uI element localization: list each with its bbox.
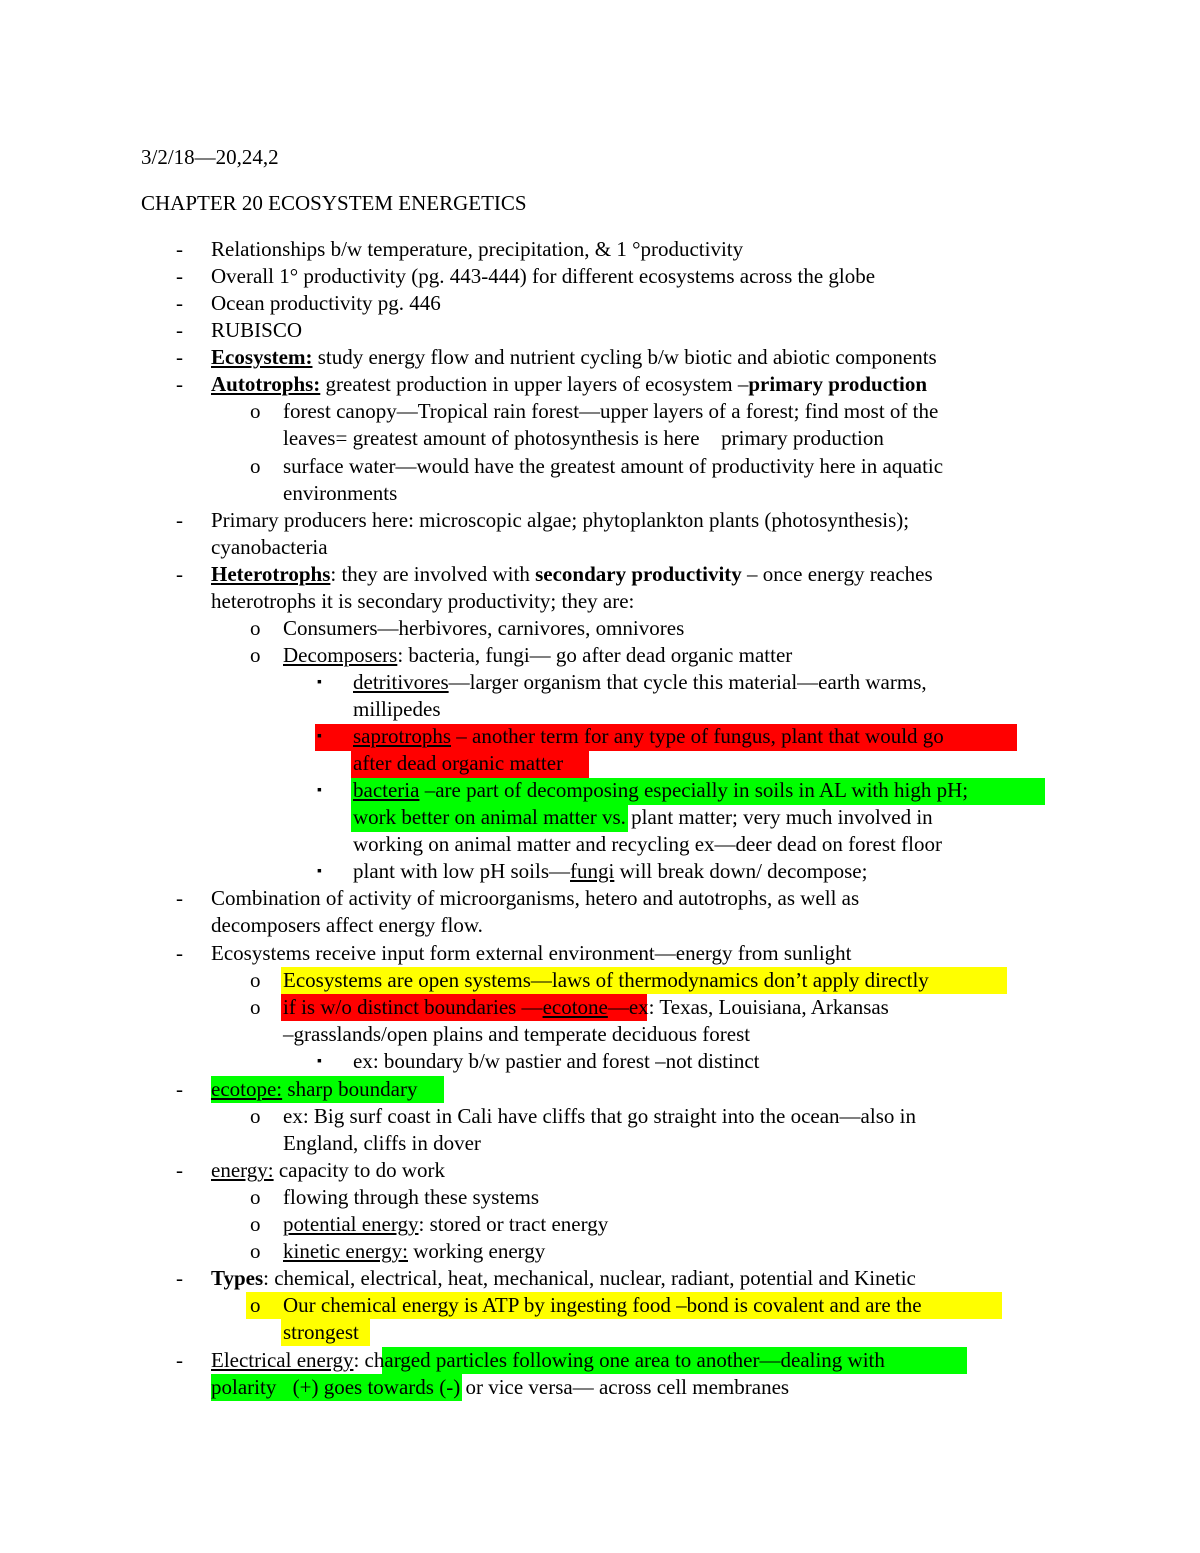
square-bullet: ▪	[317, 675, 322, 690]
note-decomposers	[283, 642, 792, 669]
note-electrical	[211, 1347, 885, 1374]
definition-text: greatest production in upper layers of ecosystem –	[320, 372, 749, 396]
note-line: Ecosystems are open systems—laws of thermodynamics don’t apply directly	[283, 968, 929, 992]
note-heterotrophs	[211, 561, 933, 588]
dash-bullet: -	[176, 237, 183, 261]
dash-bullet: -	[176, 1077, 183, 1101]
definition-text: : bacteria, fungi— go after dead organic matter	[397, 643, 793, 667]
term-decomposers: Decomposers	[283, 643, 398, 667]
definition-text: (-) or vice versa— across cell membranes	[422, 1375, 778, 1399]
square-bullet: ▪	[317, 729, 322, 744]
circle-bullet: o	[250, 616, 261, 640]
note-ecotone	[283, 994, 889, 1021]
note-line: Relationships b/w temperature, precipitation, & 1 °productivity	[211, 237, 744, 261]
note-line: flowing through these systems	[283, 1185, 540, 1209]
note-bacteria-line2	[353, 804, 933, 831]
dash-bullet: -	[176, 291, 183, 315]
circle-bullet: o	[250, 1239, 261, 1263]
circle-bullet: o	[250, 399, 261, 423]
note-saprotrophs	[353, 723, 944, 750]
circle-bullet: o	[250, 643, 261, 667]
square-bullet: ▪	[317, 1054, 322, 1069]
dash-bullet: -	[176, 886, 183, 910]
definition-text: :	[353, 1348, 365, 1372]
definition-text: capacity to do work	[273, 1158, 446, 1182]
note-ecosystem	[211, 344, 937, 371]
note-autotrophs	[211, 371, 927, 398]
note-line: ex: boundary b/w pastier and forest –not distinct	[353, 1049, 760, 1073]
definition-text: plant with low pH soils—	[353, 859, 571, 883]
dash-bullet: -	[176, 345, 183, 369]
term-bacteria: bacteria	[353, 778, 420, 802]
highlighted-text: work better on animal matter	[353, 805, 597, 829]
note-line: Combination of activity of microorganisms, hetero and autotrophs, as well as	[211, 886, 860, 910]
dash-bullet: -	[176, 372, 183, 396]
term-heterotrophs: Heterotrophs	[211, 562, 331, 586]
note-line: heterotrophs it is secondary productivity; they are:	[211, 589, 635, 613]
note-ecotope	[211, 1076, 417, 1103]
bold-phrase: secondary productivity	[535, 562, 742, 586]
note-electrical-line2	[211, 1374, 789, 1401]
note-energy	[211, 1157, 445, 1184]
chapter-title: CHAPTER 20 ECOSYSTEM ENERGETICS	[141, 191, 527, 215]
dash-bullet: -	[176, 562, 183, 586]
term-kinetic-energy: kinetic energy:	[283, 1239, 408, 1263]
definition-text: vs. plant matter; very much involved in	[596, 805, 933, 829]
note-line: England, cliffs in dover	[283, 1131, 481, 1155]
term-potential-energy: potential energy	[283, 1212, 419, 1236]
term-ecotope: ecotope:	[211, 1077, 283, 1101]
circle-bullet: o	[250, 1212, 261, 1236]
dash-bullet: -	[176, 1348, 183, 1372]
note-line: after dead organic matter	[353, 751, 564, 775]
term-fungi: fungi	[570, 859, 615, 883]
square-bullet: ▪	[317, 783, 322, 798]
date-line: 3/2/18—20,24,2	[141, 145, 279, 169]
definition-text: will break down/ decompose;	[614, 859, 868, 883]
circle-bullet: o	[250, 968, 261, 992]
highlighted-text: polarity (+) goes towards	[211, 1375, 423, 1399]
note-line: –grasslands/open plains and temperate deciduous forest	[283, 1022, 751, 1046]
term-saprotrophs: saprotrophs	[353, 724, 451, 748]
circle-bullet: o	[250, 995, 261, 1019]
note-line: Ocean productivity pg. 446	[211, 291, 441, 315]
circle-bullet: o	[250, 1293, 261, 1317]
note-bacteria	[353, 777, 968, 804]
note-potential	[283, 1211, 608, 1238]
dash-bullet: -	[176, 318, 183, 342]
definition-text: working energy	[408, 1239, 546, 1263]
note-line: RUBISCO	[211, 318, 303, 342]
highlighted-text: if is w/o distinct boundaries —	[283, 995, 543, 1019]
term-ecotone: ecotone	[542, 995, 608, 1019]
term-energy: energy:	[211, 1158, 274, 1182]
note-fungi	[353, 858, 867, 885]
circle-bullet: o	[250, 1185, 261, 1209]
note-line: strongest	[283, 1320, 359, 1344]
definition-text: : stored or tract energy	[418, 1212, 609, 1236]
dash-bullet: -	[176, 264, 183, 288]
note-line: ex: Big surf coast in Cali have cliffs that go straight into the ocean—also in	[283, 1104, 916, 1128]
dash-bullet: -	[176, 1266, 183, 1290]
note-line: Our chemical energy is ATP by ingesting food –bond is covalent and are the	[283, 1293, 922, 1317]
circle-bullet: o	[250, 454, 261, 478]
note-line: environments	[283, 481, 398, 505]
note-line: working on animal matter and recycling ex—deer dead on forest floor	[353, 832, 942, 856]
definition-text: —ex: Texas, Louisiana, Arkansas	[607, 995, 889, 1019]
note-line: forest canopy—Tropical rain forest—upper layers of a forest; find most of the	[283, 399, 939, 423]
note-kinetic	[283, 1238, 545, 1265]
note-line: decomposers affect energy flow.	[211, 913, 483, 937]
note-detritivores	[353, 669, 927, 696]
definition-text: –are part of decomposing especially in soils in AL with high pH;	[419, 778, 969, 802]
definition-text: – another term for any type of fungus, plant that would go	[451, 724, 944, 748]
dash-bullet: -	[176, 941, 183, 965]
note-types	[211, 1265, 916, 1292]
highlighted-text: charged particles following one area to another—dealing with	[364, 1348, 885, 1372]
note-line: surface water—would have the greatest amount of productivity here in aquatic	[283, 454, 944, 478]
dash-bullet: -	[176, 1158, 183, 1182]
circle-bullet: o	[250, 1104, 261, 1128]
term-electrical-energy: Electrical energy	[211, 1348, 354, 1372]
note-line: Primary producers here: microscopic algae; phytoplankton plants (photosynthesis);	[211, 508, 910, 532]
note-line: Consumers—herbivores, carnivores, omnivores	[283, 616, 685, 640]
definition-text: : they are involved with	[330, 562, 536, 586]
note-line: millipedes	[353, 697, 441, 721]
definition-text: – once energy reaches	[741, 562, 933, 586]
note-line: leaves= greatest amount of photosynthesis is here primary production	[283, 426, 868, 450]
dash-bullet: -	[176, 508, 183, 532]
bold-phrase: primary production	[748, 372, 928, 396]
term-ecosystem: Ecosystem:	[211, 345, 313, 369]
note-line: cyanobacteria	[211, 535, 328, 559]
term-detritivores: detritivores	[353, 670, 449, 694]
term-autotrophs: Autotrophs:	[211, 372, 321, 396]
square-bullet: ▪	[317, 864, 322, 879]
definition-text: study energy flow and nutrient cycling b/w biotic and abiotic components	[312, 345, 937, 369]
definition-text: : chemical, electrical, heat, mechanical, nuclear, radiant, potential and Kinetic	[263, 1266, 916, 1290]
term-types: Types	[211, 1266, 264, 1290]
note-line: Overall 1° productivity (pg. 443-444) for different ecosystems across the globe	[211, 264, 876, 288]
definition-text: sharp boundary	[282, 1077, 418, 1101]
definition-text: —larger organism that cycle this material—earth warms,	[448, 670, 927, 694]
note-line: Ecosystems receive input form external environment—energy from sunlight	[211, 941, 852, 965]
